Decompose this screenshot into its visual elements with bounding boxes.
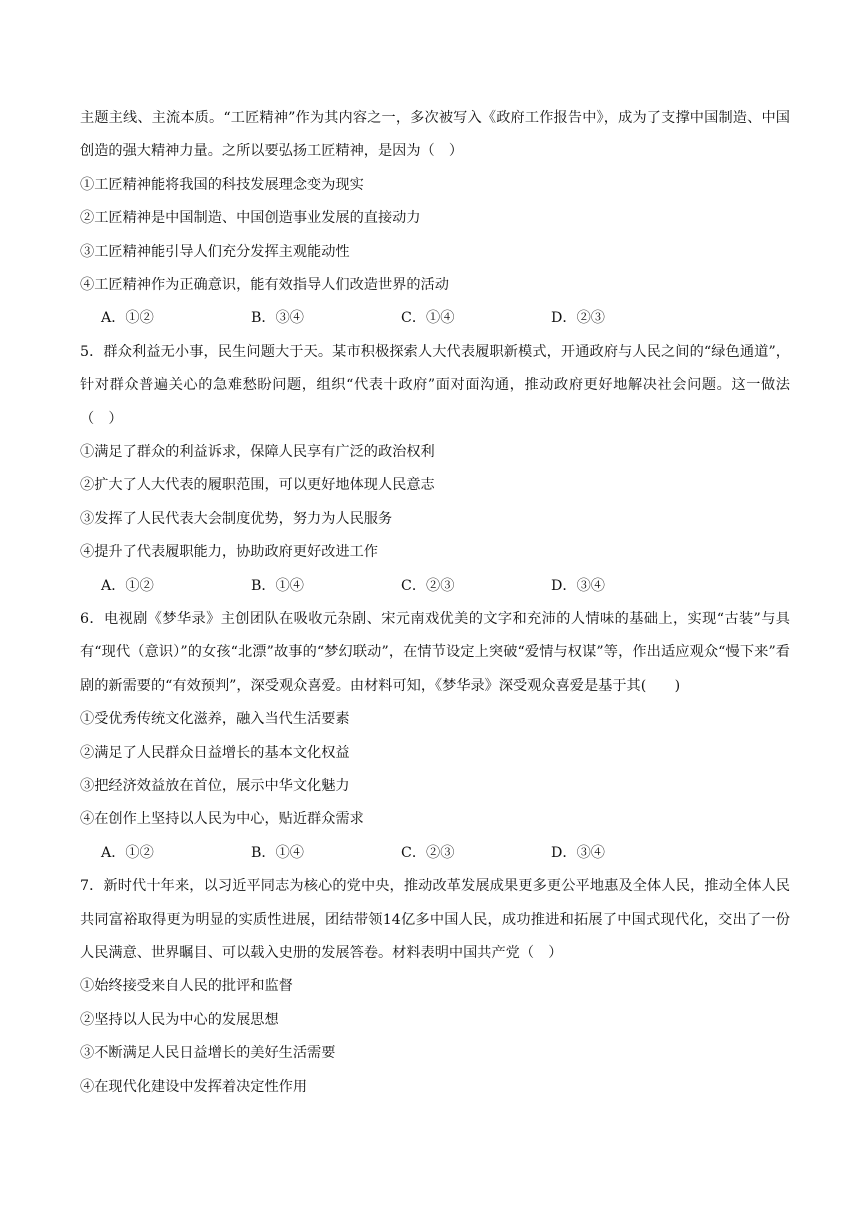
statement-item: ④提升了代表履职能力，协助政府更好改进工作: [80, 544, 378, 561]
statement-item: ①受优秀传统文化滋养，融入当代生活要素: [80, 711, 350, 728]
statement-item: ①满足了群众的利益诉求，保障人民享有广泛的政治权利: [80, 443, 435, 460]
question-7: [80, 870, 790, 1104]
statement-item: ④在创作上坚持以人民为中心，贴近群众需求: [80, 811, 364, 828]
question-4: [80, 102, 790, 336]
option-c: C．②③: [401, 844, 455, 861]
option-a: A．①②: [101, 310, 154, 327]
statement-item: ④工匠精神作为正确意识，能有效指导人们改造世界的活动: [80, 276, 449, 293]
question-stem: 5．群众利益无小事，民生问题大于天。某市积极探索人大代表履职新模式，开通政府与人民之间的“绿色通道”，针对群众普遍关心的急难愁盼问题，组织“代表十政府”面对面沟通，推动政府更好地解决社会问题。这一做法（ ）: [80, 343, 790, 427]
statement-item: ④在现代化建设中发挥着决定性作用: [80, 1078, 308, 1095]
option-d: D．③④: [551, 577, 605, 594]
statement-item: ①工匠精神能将我国的科技发展理念变为现实: [80, 176, 364, 193]
option-a: A．①②: [101, 577, 154, 594]
question-6: [80, 603, 790, 870]
option-b: B．①④: [251, 577, 304, 594]
question-5: [80, 336, 790, 603]
question-stem: 7．新时代十年来，以习近平同志为核心的党中央，推动改革发展成果更多更公平地惠及全体人民，推动全体人民共同富裕取得更为明显的实质性进展，团结带领14亿多中国人民，成功推进和拓展了中国式现代化，交出了一份人民满意、世界瞩目、可以载入史册的发展答卷。材料表明中国共产党（ ）: [80, 878, 790, 961]
option-c: C．①④: [401, 310, 455, 327]
answer-options: [80, 302, 790, 335]
statement-item: ②工匠精神是中国制造、中国创造事业发展的直接动力: [80, 210, 421, 227]
option-d: D．②③: [551, 310, 605, 327]
statement-item: ③工匠精神能引导人们充分发挥主观能动性: [80, 243, 350, 260]
option-b: B．③④: [251, 310, 304, 327]
statement-item: ①始终接受来自人民的批评和监督: [80, 978, 293, 995]
statement-item: ③不断满足人民日益增长的美好生活需要: [80, 1045, 336, 1062]
option-d: D．③④: [551, 844, 605, 861]
option-b: B．①④: [251, 844, 304, 861]
statement-item: ②坚持以人民为中心的发展思想: [80, 1011, 279, 1028]
statement-item: ③发挥了人民代表大会制度优势，努力为人民服务: [80, 510, 393, 527]
answer-options: [80, 570, 790, 603]
statement-item: ②扩大了人大代表的履职范围，可以更好地体现人民意志: [80, 477, 435, 494]
question-stem: 主题主线、主流本质。“工匠精神”作为其内容之一，多次被写入《政府工作报告中》，成为了支撑中国制造、中国创造的强大精神力量。之所以要弘扬工匠精神，是因为（ ）: [80, 110, 790, 160]
statement-item: ②满足了人民群众日益增长的基本文化权益: [80, 744, 350, 761]
option-c: C．②③: [401, 577, 455, 594]
option-a: A．①②: [101, 844, 154, 861]
exam-content: [80, 102, 790, 1104]
answer-options: [80, 837, 790, 870]
statement-item: ③把经济效益放在首位，展示中华文化魅力: [80, 777, 350, 794]
question-stem: 6．电视剧《梦华录》主创团队在吸收元杂剧、宋元南戏优美的文字和充沛的人情味的基础上，实现“古装”与具有“现代（意识）”的女孩“北漂”故事的“梦幻联动”，在情节设定上突破“爱情与权谋”等，作出适应观众“慢下来”看剧的新需要的“有效预判”，深受观众喜爱。由材料可知，《梦华录》深受观众喜爱是基于其( ): [80, 610, 790, 694]
